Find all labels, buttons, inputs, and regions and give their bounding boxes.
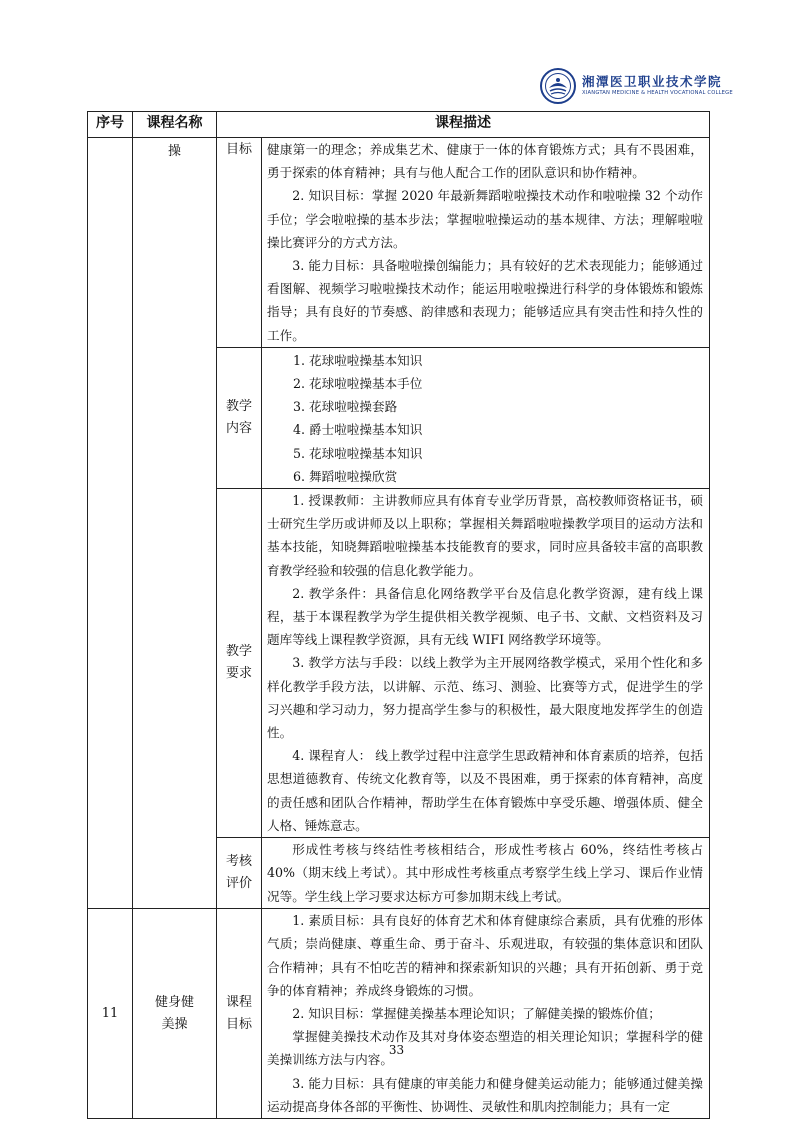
table-header-row: [88, 112, 710, 138]
row2-no: 11: [88, 909, 133, 1119]
college-logo: [540, 68, 733, 104]
row1-eval: [262, 838, 710, 909]
list-item: 3. 花球啦啦操套路: [293, 399, 398, 415]
row1-req-line: 4. 课程育人： 线上教学过程中注意学生思政精神和体育素质的培养，包括思想道德教育、传统文化教育等，以及不畏困难，勇于探索的体育精神，高度的责任感和团队合作精神，帮助学生在体育锻炼中享受乐趣、增强体质、健全人格、锤炼意志。: [267, 748, 703, 833]
page-number: 33: [388, 1043, 405, 1057]
list-item: 5. 花球啦啦操基本知识: [293, 445, 423, 461]
row1-eval-text: 形成性考核与终结性考核相结合，形成性考核占 60%，终结性考核占 40%（期末线上考试）。其中形成性考核重点考察学生线上学习、课后作业情况等。学生线上学习要求达标方可参加期末线上考试。: [267, 842, 703, 904]
college-emblem-icon: [540, 68, 576, 104]
logo-english-name: XIANGTAN MEDICINE & HEALTH VOCATIONAL COLLEGE: [582, 90, 733, 96]
row2-goal-line: 2. 知识目标：掌握健美操基本理论知识；了解健美操的锻炼价值；: [292, 1005, 661, 1021]
list-item: 4. 爵士啦啦操基本知识: [293, 422, 423, 438]
row1-no: [88, 138, 133, 909]
header-course: 课程名称: [133, 112, 217, 138]
row1-course: 操: [133, 138, 217, 909]
row2-goal: [262, 909, 710, 1119]
row1-goal-line: 3. 能力目标：具备啦啦操创编能力；具有较好的艺术表现能力；能够通过看图解、视频学习啦啦操技术动作；能运用啦啦操进行科学的身体锻炼和锻炼指导；具有良好的节奏感、韵律感和表现力；能够适应具有突击性和持久性的工作。: [267, 258, 703, 343]
row1-content-label: 教学内容: [217, 347, 262, 488]
list-item: 2. 花球啦啦操基本手位: [293, 376, 423, 392]
list-item: 1. 花球啦啦操基本知识: [293, 352, 423, 368]
row1-eval-label: 考核评价: [217, 838, 262, 909]
table-row: [88, 909, 710, 1119]
list-item: 6. 舞蹈啦啦操欣赏: [293, 468, 398, 484]
row2-course: 健身健美操: [133, 909, 217, 1119]
row1-req-label: 教学要求: [217, 489, 262, 838]
table-row: [88, 138, 710, 348]
row2-goal-line: 1. 素质目标：具有良好的体育艺术和体育健康综合素质，具有优雅的形体气质；崇尚健康、尊重生命、勇于奋斗、乐观进取，有较强的集体意识和团队合作精神；具有不怕吃苦的精神和探索新知识的兴趣；具有开拓创新、勇于竞争的体育精神；养成终身锻炼的习惯。: [267, 913, 703, 998]
row1-goal-line: 健康第一的理念；养成集艺术、健康于一体的体育锻炼方式；具有不畏困难，勇于探索的体育精神；具有与他人配合工作的团队意识和协作精神。: [267, 142, 703, 181]
logo-chinese-name: 湘潭医卫职业技术学院: [582, 74, 723, 89]
row2-goal-line: 掌握健美操技术动作及其对身体姿态塑造的相关理论知识；掌握科学的健美操训练方法与内容。: [267, 1029, 703, 1068]
row1-req: [262, 489, 710, 838]
row1-content: [262, 347, 710, 488]
row1-goal: [262, 138, 710, 348]
row1-req-line: 3. 教学方法与手段：以线上教学为主开展网络教学模式，采用个性化和多样化教学手段方法，以讲解、示范、练习、测验、比赛等方式，促进学生的学习兴趣和学习动力，努力提高学生参与的积极性，最大限度地发挥学生的创造性。: [267, 655, 703, 741]
row1-req-line: 1. 授课教师：主讲教师应具有体育专业学历背景，高校教师资格证书，硕士研究生学历或讲师及以上职称；掌握相关舞蹈啦啦操教学项目的运动方法和基本技能，知晓舞蹈啦啦操基本技能教育的要求，同时应具备较丰富的高职教育教学经验和较强的信息化教学能力。: [267, 493, 703, 578]
row1-goal-line: 2. 知识目标：掌握 2020 年最新舞蹈啦啦操技术动作和啦啦操 32 个动作手位；学会啦啦操的基本步法；掌握啦啦操运动的基本规律、方法；理解啦啦操比赛评分的方式方法。: [267, 188, 703, 250]
course-table: [87, 111, 710, 1119]
row1-req-line: 2. 教学条件：具备信息化网络教学平台及信息化教学资源，建有线上课程，基于本课程教学为学生提供相关教学视频、电子书、文献、文档资料及习题库等线上课程教学资源，具有无线 WIFI 网络教学环境等。: [267, 585, 703, 648]
row2-goal-line: 3. 能力目标：具有健康的审美能力和健身健美运动能力；能够通过健美操运动提高身体各部的平衡性、协调性、灵敏性和肌肉控制能力；具有一定: [267, 1075, 703, 1114]
header-no: 序号: [88, 112, 133, 138]
row1-goal-label: 目标: [217, 138, 262, 348]
row2-goal-label: 课程目标: [217, 909, 262, 1119]
header-desc: 课程描述: [217, 112, 710, 138]
